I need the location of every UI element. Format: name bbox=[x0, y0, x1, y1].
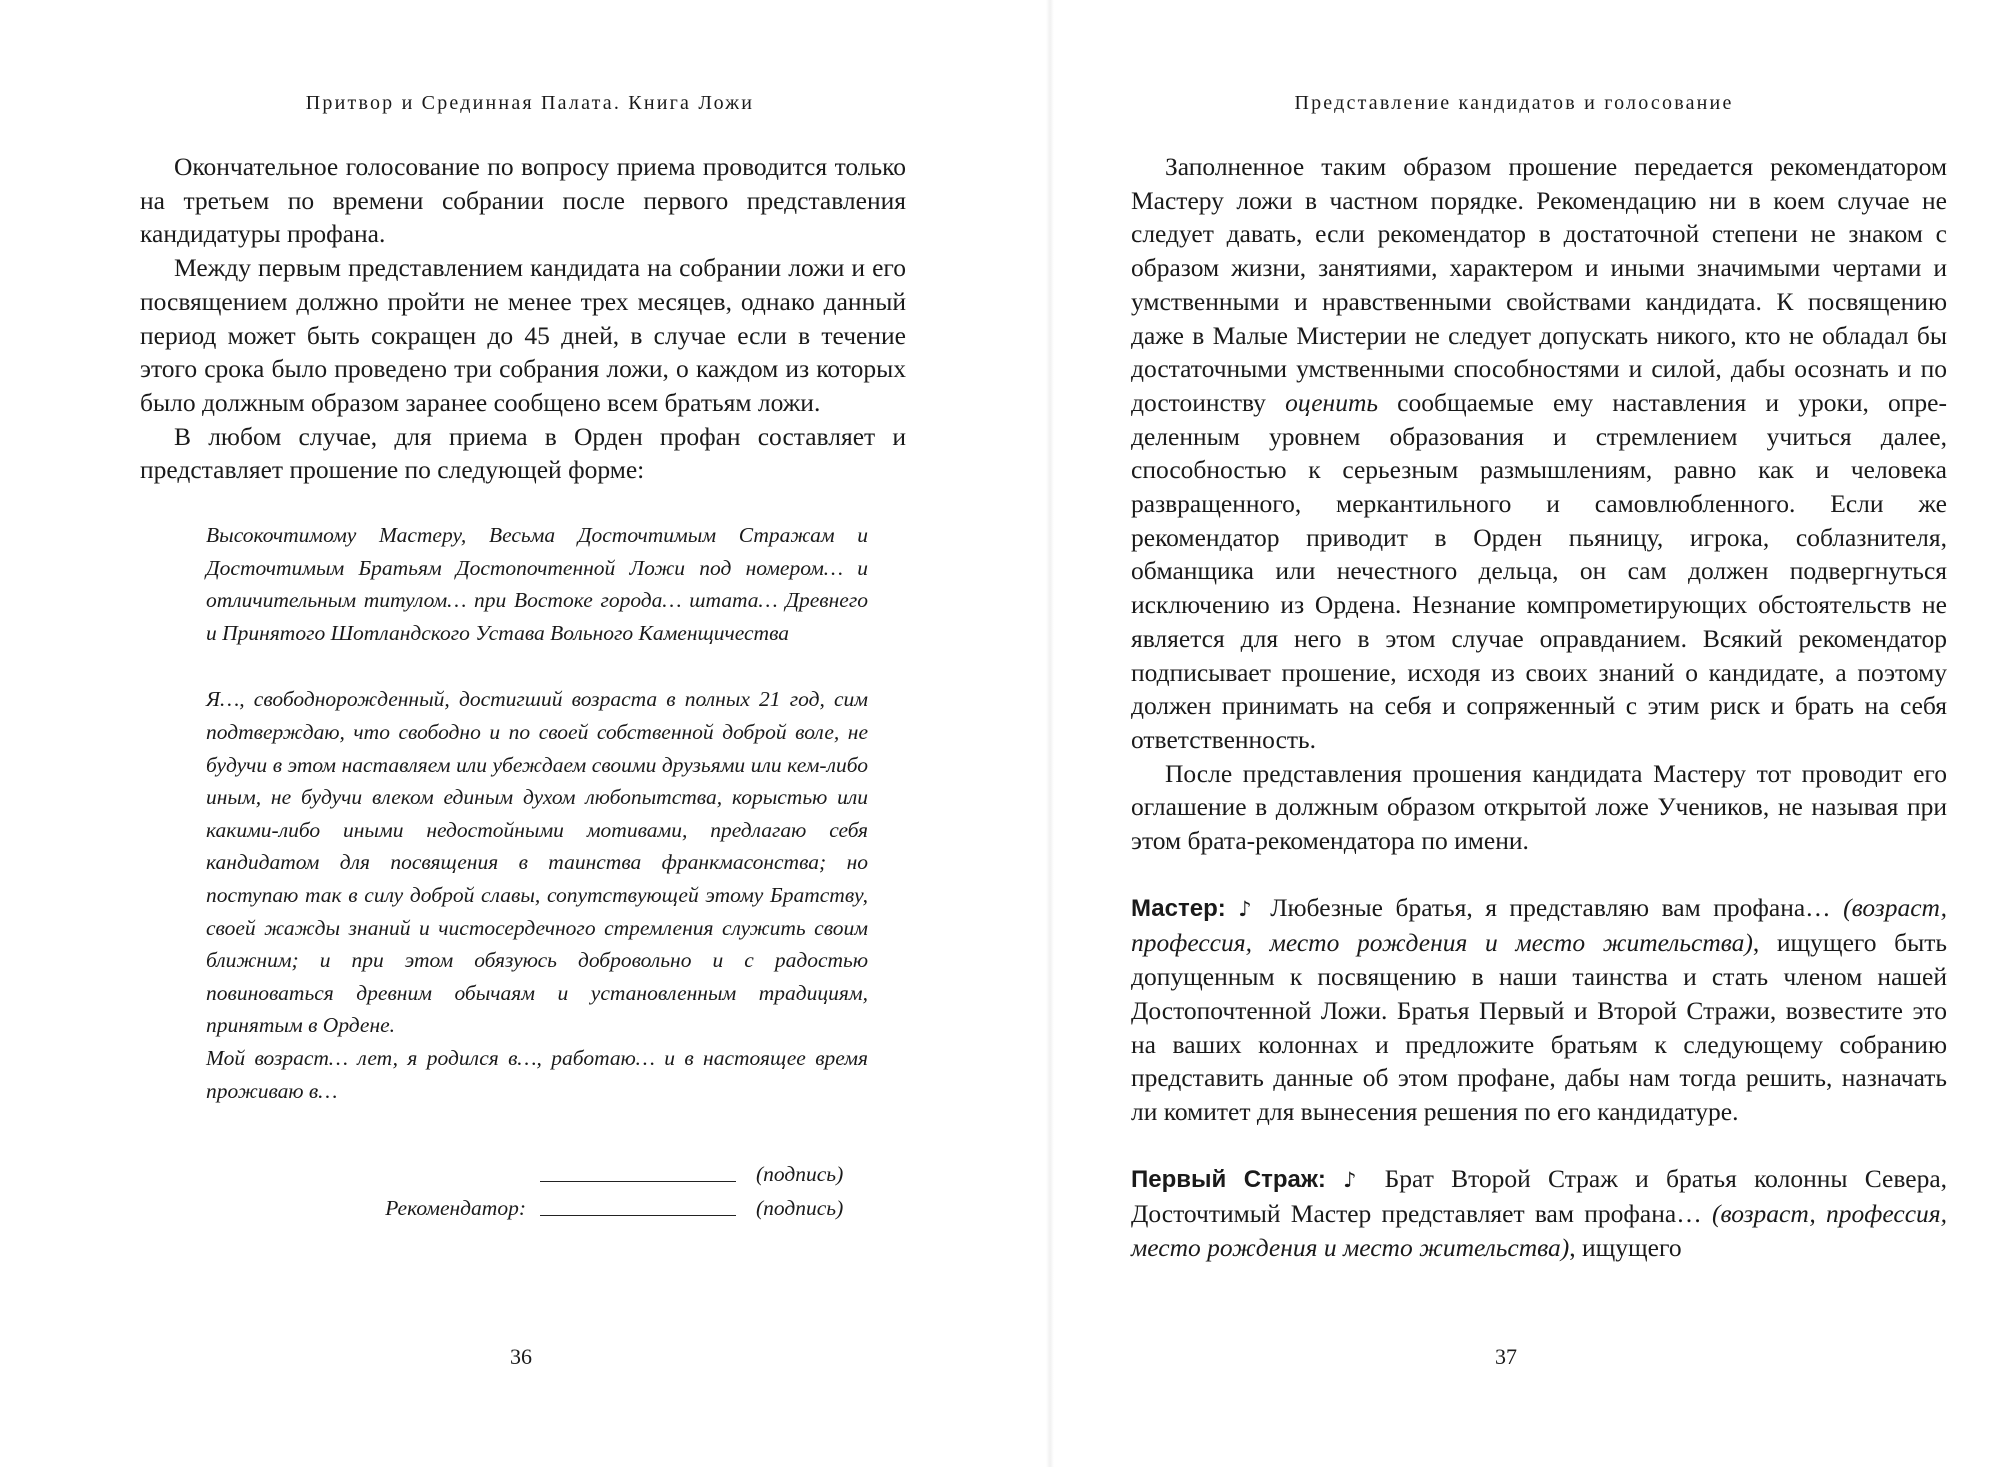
signature-block bbox=[360, 1157, 906, 1225]
signature-row-recommender bbox=[360, 1191, 906, 1225]
right-page-number: 37 bbox=[1495, 1344, 1517, 1369]
right-paragraph-1 bbox=[1131, 150, 1947, 757]
master-speech-text-2: , ищущего быть допущенным к посвящению в наши таинства и стать членом нашей Достопочтенной Ложи. Братья Первый и Второй Стражи, возвестите это на ваших колоннах и предложите братьям к следующему собранию представить данные об этом профане, дабы нам тогда решить, назначать ли комитет для вынесения решения по его кандидатуре. bbox=[1131, 928, 1947, 1126]
first-warden-speech-text-2: , ищущего bbox=[1569, 1233, 1682, 1263]
petition-body: Я…, свободнорожденный, достигший возраста в полных 21 год, сим подтверждаю, что свободно и по своей собственной доброй воле, не будучи в этом наставляем или убеждаем своими друзьями или кем-либо иным, не будучи влеком единым духом любопытства, корыстью или какими-либо иными недостойными мотивами, предлагаю себя кандидатом для посвящения в таинства франкмасонства; но поступаю так в силу доброй славы, сопутствующей этому Братству, своей жажды знаний и чистосердечного стремления служить своим ближним; и при этом обязуюсь добровольно и с радостью повиноваться древним обычаям и установленным традициям, принятым в Ордене. bbox=[206, 687, 868, 1038]
book-gutter bbox=[1046, 0, 1054, 1467]
right-page bbox=[1054, 0, 2000, 1467]
master-speech bbox=[1131, 891, 1947, 1129]
signature-line bbox=[540, 1167, 736, 1182]
petition-address: Высокочтимому Мастеру, Весьма Досточтимым Стражам и Досточтимым Братьям Достопочтенной Ложи под номером… и отличительным титулом… при Востоке города… штата… Древнего и Принятого Шотландского Устава Вольного Каменщичества bbox=[206, 523, 868, 645]
master-speaker-label: Мастер: bbox=[1131, 894, 1226, 922]
right-paragraph-2: После представления прошения кандидата Мастеру тот проводит его оглашение в должным образом открытой ложе Учеников, не называя при этом брата-рекомендатора по имени. bbox=[1131, 758, 1947, 856]
signature-row-candidate bbox=[360, 1157, 906, 1191]
first-warden-speech-text-1: Брат Второй Страж и братья колонны Севера, Досточтимый Мастер представляет вам профана… bbox=[1131, 1163, 1948, 1229]
left-paragraph-3: В любом случае, для приема в Орден профан составляет и представляет прошение по следующей форме: bbox=[140, 421, 906, 485]
first-warden-speech-italic: (возраст, профессия, место рождения и место жительства) bbox=[1131, 1199, 1947, 1263]
first-warden-speaker-label: Первый Страж: bbox=[1131, 1165, 1326, 1193]
left-running-head: Притвор и Срединная Палата. Книга Ложи bbox=[305, 92, 755, 114]
right-paragraph-1-part-1: Заполненное таким образом прошение передается рекомендатором Мастеру ложи в частном порядке. Рекомендацию ни в коем случае не следует давать, если рекомендатор в достаточной степени не знаком с образом жизни, занятиями, характером и иными значимыми чертами и умственными и нравственными свойствами кандидата. К посвящению даже в Малые Мистерии не следует допускать никого, кто не обладал бы достаточными умственными способностями и силой, дабы осознать и по достоинству bbox=[1131, 152, 1947, 417]
left-paragraph-2: Между первым представлением кандидата на собрании ложи и его посвящением должно пройти не менее трех месяцев, однако данный период может быть сокращен до 45 дней, в случае если в течение этого срока было проведено три собрания ложи, о каждом из которых было должным образом заранее сообщено всем братьям ложи. bbox=[140, 253, 906, 417]
signature-note: (подпись) bbox=[756, 1161, 844, 1186]
music-note-icon: ♪ bbox=[1238, 896, 1258, 921]
first-warden-speech bbox=[1131, 1162, 1947, 1265]
recommender-signature-note: (подпись) bbox=[756, 1195, 844, 1220]
left-page-number: 36 bbox=[510, 1344, 532, 1369]
right-paragraph-1-part-2: сообщаемые ему наставления и уроки, определенным уровнем образования и стремлением учиться далее, способностью к серьезным размышлениям, равно как и человека развращенного, меркантильного и самовлюбленного. Если же рекомендатор приводит в Орден пьяницу, игрока, соблазнителя, обманщика или нечестного дельца, он сам должен подвергнуться исключению из Ордена. Незнание компрометирующих обстоятельств не является для него в этом случае оправданием. Всякий рекомендатор подписывает прошение, исходя из своих знаний о кандидате, а поэтому должен принимать на себя и сопряженный с этим риск и брать на себя ответственность. bbox=[1131, 387, 1947, 754]
right-text-block bbox=[1131, 150, 1947, 1265]
right-paragraph-1-emphasis: оценить bbox=[1285, 387, 1378, 417]
music-note-icon: ♪ bbox=[1343, 1167, 1368, 1192]
recommender-label: Рекомендатор: bbox=[385, 1195, 526, 1220]
master-speech-italic: (возраст, профессия, место рождения и место жительства) bbox=[1131, 892, 1947, 958]
petition-details: Мой возраст… лет, я родился в…, работаю… и в настоящее время проживаю в… bbox=[206, 1045, 868, 1103]
left-text-block bbox=[140, 150, 906, 1225]
recommender-signature-line bbox=[540, 1201, 736, 1216]
master-speech-text-1: Любезные братья, я представляю вам профана… bbox=[1257, 892, 1844, 922]
left-paragraph-1: Окончательное голосование по вопросу приема проводится только на третьем по времени собрании после первого представления кандидатуры профана. bbox=[140, 152, 906, 249]
right-running-head: Представление кандидатов и голосование bbox=[1294, 92, 1734, 114]
